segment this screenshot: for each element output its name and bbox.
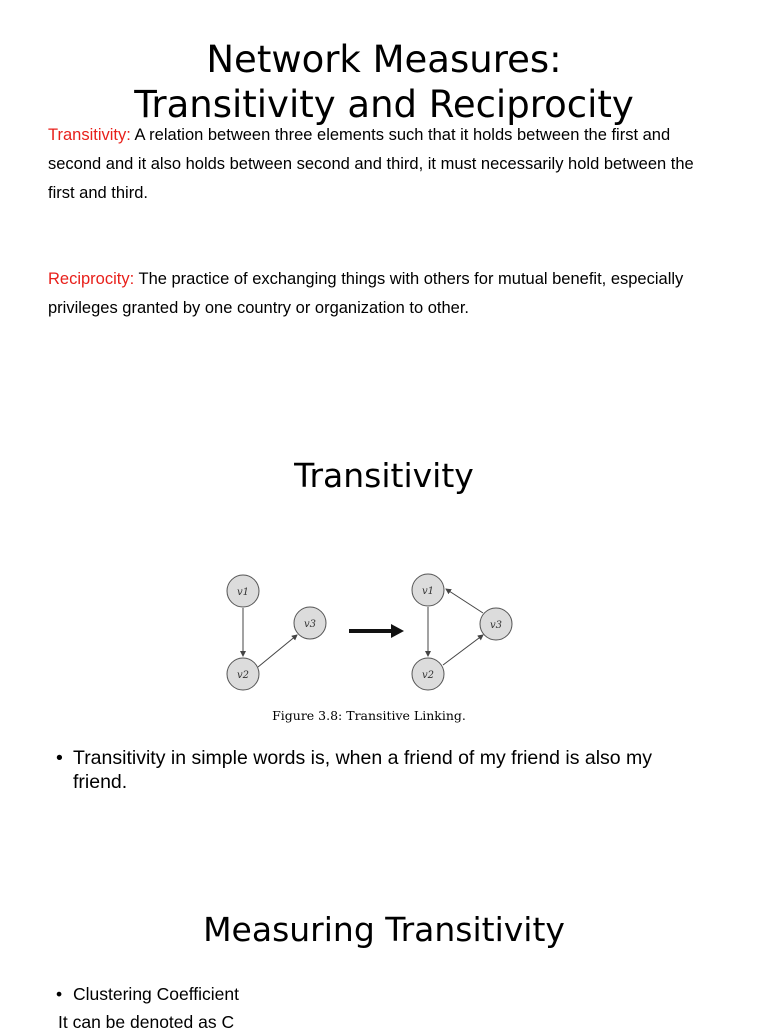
measuring-bullet-list <box>56 982 706 1006</box>
reciprocity-definition-text: The practice of exchanging things with others for mutual benefit, especially privileges granted by one country or organization to other. <box>48 270 684 317</box>
node-left-v2 <box>227 658 259 690</box>
node-right-v2 <box>412 658 444 690</box>
transitive-linking-figure <box>215 565 525 705</box>
transitivity-definition <box>48 121 708 208</box>
node-left-v3 <box>294 607 326 639</box>
bullet-icon: • <box>56 984 63 1004</box>
bullet-text: Transitivity in simple words is, when a friend of my friend is also my friend. <box>73 747 653 793</box>
title-line-2: Transitivity and Reciprocity <box>134 83 634 126</box>
denoted-text: It can be denoted as C <box>58 1012 235 1032</box>
section-title-measuring-transitivity: Measuring Transitivity <box>203 910 565 949</box>
bullet-icon: • <box>56 747 63 769</box>
node-left-v1-label: v1 <box>236 587 250 598</box>
node-left-v2-label: v2 <box>236 670 250 681</box>
reciprocity-definition <box>48 265 708 323</box>
node-right-v3-label: v3 <box>489 620 503 631</box>
edge-right-v3-v1 <box>446 589 483 613</box>
transitivity-bullet-list <box>56 746 706 794</box>
node-left-v3-label: v3 <box>303 619 317 630</box>
figure-caption: Figure 3.8: Transitive Linking. <box>272 708 466 723</box>
page-title <box>0 37 768 127</box>
transitivity-term: Transitivity: <box>48 126 131 144</box>
transform-arrow-icon <box>349 624 404 638</box>
reciprocity-term: Reciprocity: <box>48 270 135 288</box>
node-left-v1 <box>227 575 259 607</box>
section-title-transitivity: Transitivity <box>294 456 474 495</box>
edge-right-v2-v3 <box>443 635 483 665</box>
list-item <box>56 982 706 1006</box>
node-right-v1-label: v1 <box>421 586 435 597</box>
node-right-v2-label: v2 <box>421 670 435 681</box>
list-item <box>56 746 706 794</box>
edge-left-v2-v3 <box>258 635 297 667</box>
transitivity-definition-text: A relation between three elements such that it holds between the first and second and it also holds between second and third, it must necessarily hold between the first and third. <box>48 126 694 202</box>
node-right-v3 <box>480 608 512 640</box>
bullet-text: Clustering Coefficient <box>73 984 240 1004</box>
title-line-1: Network Measures: <box>206 38 562 81</box>
node-right-v1 <box>412 574 444 606</box>
